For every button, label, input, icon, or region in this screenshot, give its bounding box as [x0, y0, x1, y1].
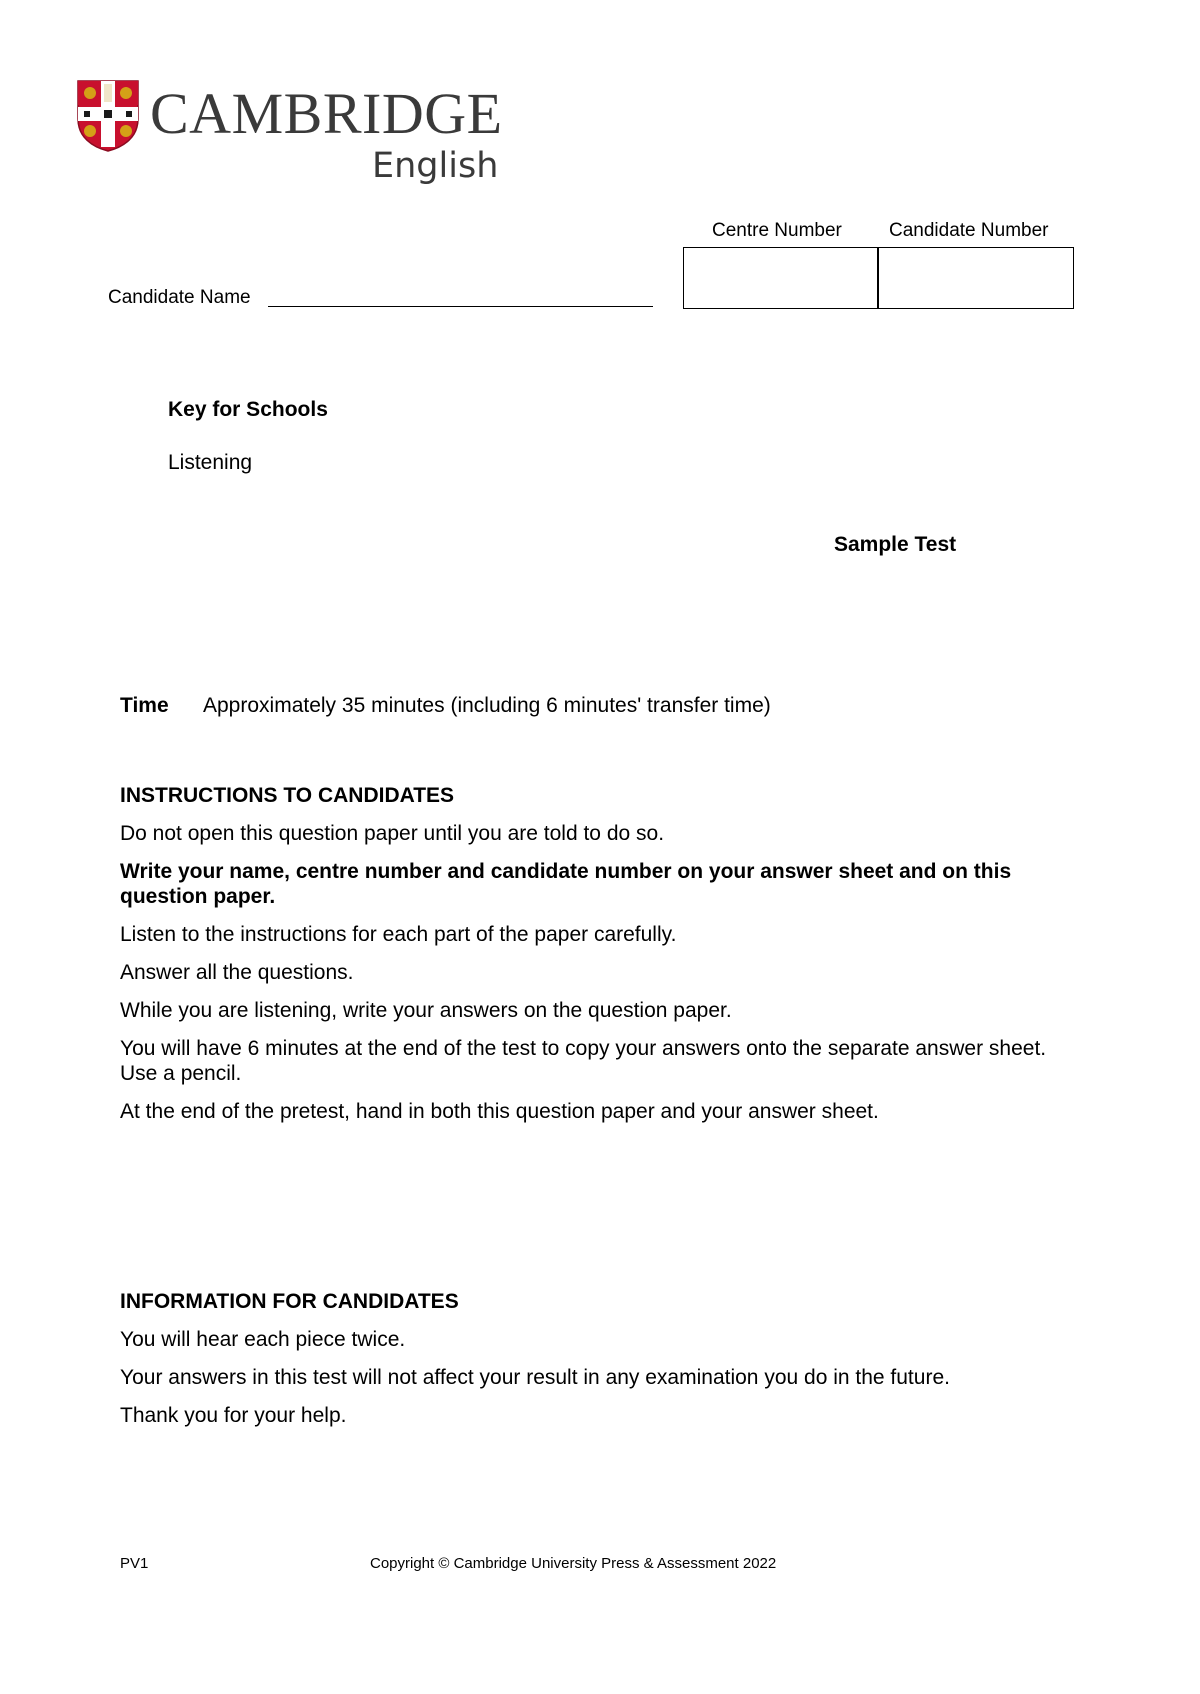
- instruction-item: Do not open this question paper until you are told to do so.: [120, 822, 665, 845]
- exam-title: Key for Schools: [168, 398, 328, 421]
- cambridge-shield-icon: [76, 79, 140, 153]
- logo-sub-text: English: [372, 146, 499, 186]
- instruction-item: While you are listening, write your answers on the question paper.: [120, 999, 732, 1022]
- paper-title: Listening: [168, 451, 253, 474]
- information-item: Your answers in this test will not affect your result in any examination you do in the future.: [120, 1366, 950, 1389]
- information-heading: INFORMATION FOR CANDIDATES: [120, 1290, 459, 1313]
- candidate-name-line: [268, 306, 653, 307]
- number-boxes: [683, 247, 1074, 309]
- information-item: Thank you for your help.: [120, 1404, 347, 1427]
- instructions-heading: INSTRUCTIONS TO CANDIDATES: [120, 784, 455, 807]
- cambridge-english-logo: [76, 78, 506, 193]
- centre-number-label: Centre Number: [712, 220, 842, 241]
- logo-brand-text: CAMBRIDGE: [150, 81, 503, 146]
- instruction-item: Listen to the instructions for each part of the paper carefully.: [120, 923, 677, 946]
- information-section: [120, 1289, 1050, 1441]
- instruction-item: At the end of the pretest, hand in both this question paper and your answer sheet.: [120, 1100, 879, 1123]
- instructions-section: [120, 783, 1050, 1137]
- sample-test-label: Sample Test: [834, 533, 957, 556]
- candidate-name-label: Candidate Name: [108, 287, 251, 308]
- footer-code: PV1: [120, 1555, 149, 1572]
- footer-copyright: Copyright © Cambridge University Press & Assessment 2022: [370, 1555, 777, 1572]
- candidate-number-label: Candidate Number: [889, 220, 1049, 241]
- number-boxes-divider: [877, 248, 879, 308]
- instruction-item: Answer all the questions.: [120, 961, 354, 984]
- instruction-item: You will have 6 minutes at the end of the test to copy your answers onto the separate answer sheet. Use a pencil.: [120, 1037, 1047, 1085]
- time-text: Approximately 35 minutes (including 6 minutes' transfer time): [203, 694, 771, 717]
- time-label: Time: [120, 694, 169, 717]
- information-item: You will hear each piece twice.: [120, 1328, 406, 1351]
- instruction-item: Write your name, centre number and candidate number on your answer sheet and on this question paper.: [120, 860, 1012, 908]
